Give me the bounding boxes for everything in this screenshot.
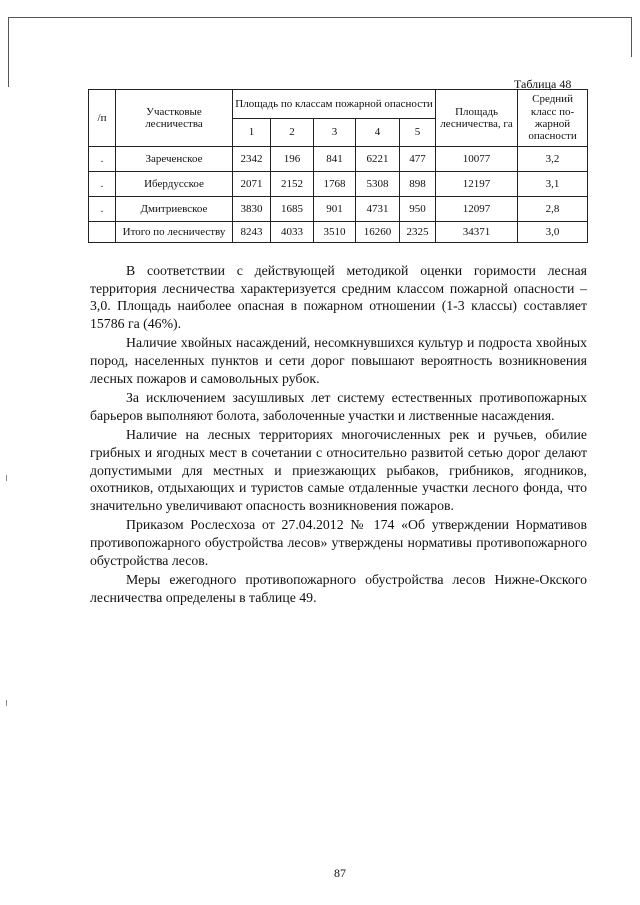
scan-frame-left	[8, 17, 9, 87]
row-class-5: 477	[400, 147, 436, 172]
row-area: 12097	[436, 197, 518, 222]
row-class-1: 2071	[233, 172, 271, 197]
paragraph: Приказом Рослесхоза от 27.04.2012 № 174 «Об утверждении Нормативов противопожарного обустройства лесов» утверждены нормативы противопожарного обустройства лесов.	[90, 517, 587, 568]
paragraph: Наличие хвойных насаждений, несомкнувшихся культур и подроста хвойных пород, населенных пунктов и сети дорог повышают вероятность возникновения лесных пожаров и самовольных рубок.	[90, 335, 587, 386]
total-class-3: 3510	[314, 222, 356, 243]
row-class-3: 841	[314, 147, 356, 172]
table-row	[89, 197, 588, 222]
row-class-3: 901	[314, 197, 356, 222]
paragraph: В соответствии с действующей методикой оценки горимости лесная территория лесничества характеризуется средним классом пожарной опасности – 3,0. Площадь наиболее опасная в пожарном отношении (1-3 классы) составляет 15786 га (46%).	[90, 263, 587, 331]
table-row	[89, 172, 588, 197]
row-class-4: 5308	[356, 172, 400, 197]
header-district: Участковые лесничества	[116, 90, 233, 147]
total-class-1: 8243	[233, 222, 271, 243]
scan-frame-top	[8, 17, 632, 18]
paragraph: Наличие на лесных территориях многочисленных рек и ручьев, обилие грибных и ягодных мест в сочетании с относительно развитой сетью дорог делают допустимыми для местных и приезжающих рыбаков, грибников, ягодников, охотников, отдыхающих и туристов самые отдаленные участки лесного фонда, что значительно увеличивают опасность возникновения пожаров.	[90, 427, 587, 513]
row-class-5: 898	[400, 172, 436, 197]
header-avg-class: Средний класс по-жарной опасности	[518, 90, 588, 147]
page-number: 87	[334, 866, 346, 880]
paragraph: Меры ежегодного противопожарного обустройства лесов Нижне-Окского лесничества определены в таблице 49.	[90, 572, 587, 605]
scan-margin-mark	[6, 475, 7, 481]
row-num: .	[89, 197, 116, 222]
header-num: /п	[89, 90, 116, 147]
row-class-2: 1685	[271, 197, 314, 222]
row-area: 10077	[436, 147, 518, 172]
row-class-2: 196	[271, 147, 314, 172]
header-class-1: 1	[233, 118, 271, 147]
row-avg: 2,8	[518, 197, 588, 222]
scan-frame-right	[631, 17, 632, 57]
total-area: 34371	[436, 222, 518, 243]
row-avg: 3,2	[518, 147, 588, 172]
total-name: Итого по лесничеству	[116, 222, 233, 243]
row-class-1: 3830	[233, 197, 271, 222]
row-class-3: 1768	[314, 172, 356, 197]
table-row	[89, 147, 588, 172]
row-class-5: 950	[400, 197, 436, 222]
row-name: Зареченское	[116, 147, 233, 172]
header-class-2: 2	[271, 118, 314, 147]
fire-danger-table	[88, 89, 588, 243]
row-num: .	[89, 147, 116, 172]
total-class-2: 4033	[271, 222, 314, 243]
row-class-2: 2152	[271, 172, 314, 197]
header-class-5: 5	[400, 118, 436, 147]
row-class-4: 4731	[356, 197, 400, 222]
table-caption: Таблица 48	[514, 77, 572, 91]
total-class-4: 16260	[356, 222, 400, 243]
total-avg: 3,0	[518, 222, 588, 243]
row-avg: 3,1	[518, 172, 588, 197]
row-num: .	[89, 172, 116, 197]
header-area: Площадь лесничества, га	[436, 90, 518, 147]
total-num	[89, 222, 116, 243]
header-class-4: 4	[356, 118, 400, 147]
header-class-3: 3	[314, 118, 356, 147]
row-area: 12197	[436, 172, 518, 197]
table-header-row	[89, 90, 588, 119]
row-name: Ибердусское	[116, 172, 233, 197]
row-class-1: 2342	[233, 147, 271, 172]
paragraph: За исключением засушливых лет систему естественных противопожарных барьеров выполняют болота, заболоченные участки и лиственные насаждения.	[90, 390, 587, 423]
body-text	[90, 262, 587, 608]
row-class-4: 6221	[356, 147, 400, 172]
header-classes-group: Площадь по классам пожарной опасности	[233, 90, 436, 119]
table-total-row	[89, 222, 588, 243]
row-name: Дмитриевское	[116, 197, 233, 222]
scan-margin-mark	[6, 700, 7, 706]
total-class-5: 2325	[400, 222, 436, 243]
